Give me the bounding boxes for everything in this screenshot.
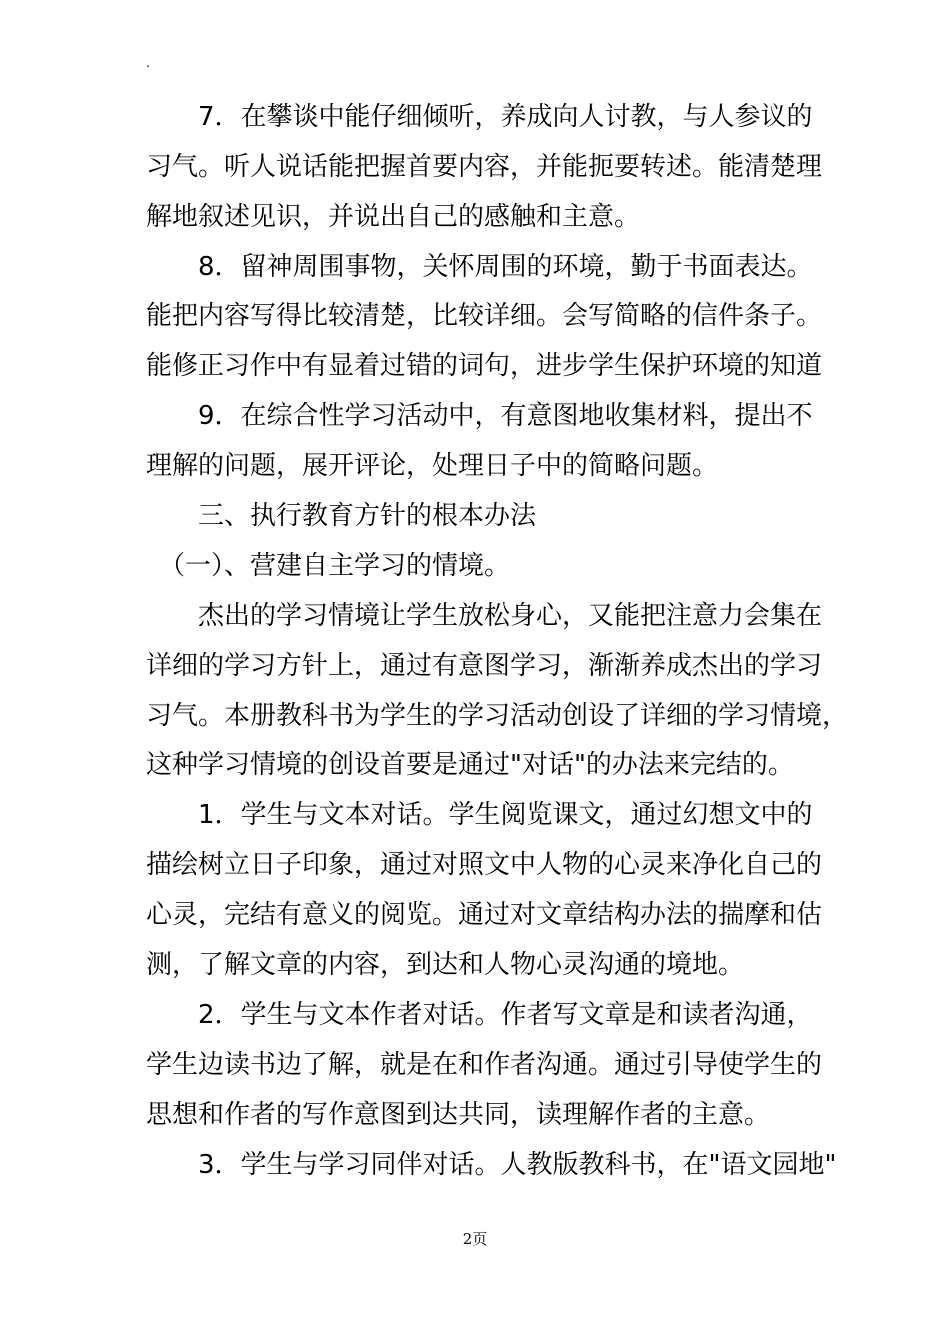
text-line: 1．学生与文本对话。学生阅览课文，通过幻想文中的 <box>146 800 813 830</box>
text-line: 思想和作者的写作意图到达共同，读理解作者的主意。 <box>146 1100 771 1130</box>
section-heading: 三、执行教育方针的根本办法 <box>146 501 537 531</box>
text-line: 杰出的学习情境让学生放松身心，又能把注意力会集在 <box>146 601 823 631</box>
text-line: 学生边读书边了解，就是在和作者沟通。通过引导使学生的 <box>146 1050 823 1080</box>
subsection-heading: （一）、营建自主学习的情境。 <box>146 551 511 581</box>
text-line: 习气。本册教科书为学生的学习活动创设了详细的学习情境， <box>146 701 849 731</box>
text-line: 能修正习作中有显着过错的词句，进步学生保护环境的知道 <box>146 351 823 381</box>
text-line: 9．在综合性学习活动中，有意图地收集材料，提出不 <box>146 401 813 431</box>
text-line: 8．留神周围事物，关怀周围的环境，勤于书面表达。 <box>146 252 813 282</box>
text-line: 这种学习情境的创设首要是通过"对话"的办法来完结的。 <box>146 750 794 780</box>
text-line: 测，了解文章的内容，到达和人物心灵沟通的境地。 <box>146 950 745 980</box>
text-line: 2．学生与文本作者对话。作者写文章是和读者沟通， <box>146 1000 813 1030</box>
text-line: 习气。听人说话能把握首要内容，并能扼要转述。能清楚理 <box>146 152 823 182</box>
text-line: 7．在攀谈中能仔细倾听，养成向人讨教，与人参议的 <box>146 102 813 132</box>
text-line: 心灵，完结有意义的阅览。通过对文章结构办法的揣摩和估 <box>146 900 823 930</box>
text-line: 描绘树立日子印象，通过对照文中人物的心灵来净化自己的 <box>146 850 823 880</box>
page-mark: . <box>146 56 150 70</box>
text-line: 3．学生与学习同伴对话。人教版教科书，在"语文园地" <box>146 1150 837 1180</box>
text-line: 能把内容写得比较清楚，比较详细。会写简略的信件条子。 <box>146 301 823 331</box>
text-line: 理解的问题，展开评论，处理日子中的简略问题。 <box>146 451 719 481</box>
text-line: 解地叙述见识，并说出自己的感触和主意。 <box>146 202 641 232</box>
page-number: 2页 <box>462 1230 488 1248</box>
text-line: 详细的学习方针上，通过有意图学习，渐渐养成杰出的学习 <box>146 651 823 681</box>
